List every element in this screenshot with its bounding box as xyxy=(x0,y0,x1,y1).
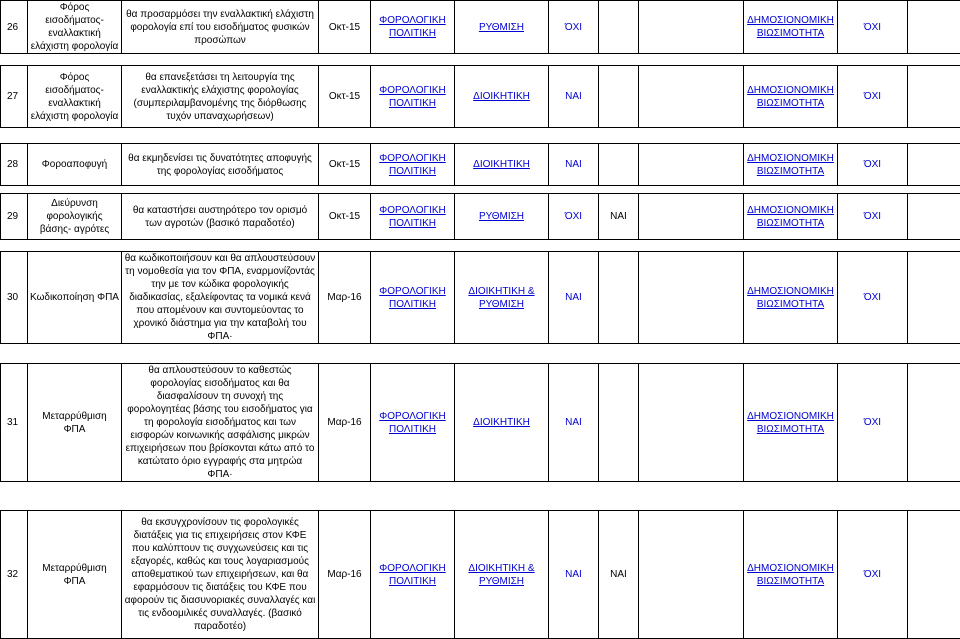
spacer-cell xyxy=(1,240,960,252)
row-number xyxy=(1,511,28,639)
description-cell-text: θα επανεξετάσει τη λειτουργία της εναλλακτικής ελάχιστης φορολογίας (συμπεριλαμβανομένης της διόρθωσης τυχόν υπαναχωρήσεων) xyxy=(134,72,307,122)
flag1-cell-text: ΌΧΙ xyxy=(565,211,582,222)
description-cell xyxy=(122,144,319,186)
flag2-cell-text: ΝΑΙ xyxy=(610,211,627,222)
type-cell-text[interactable]: ΔΙΟΙΚΗΤΙΚΗ xyxy=(473,417,530,428)
flag1-cell xyxy=(549,252,599,344)
flag1-cell-text: ΝΑΙ xyxy=(565,417,582,428)
spacer-cell xyxy=(1,128,960,144)
flag3-cell xyxy=(838,194,908,240)
topic-cell-text: Μεταρρύθμιση ΦΠΑ xyxy=(42,563,107,587)
date-cell xyxy=(319,252,371,344)
flag3-cell-text: ΌΧΙ xyxy=(864,417,881,428)
type-cell-text[interactable]: ΔΙΟΙΚΗΤΙΚΗ & ΡΥΘΜΙΣΗ xyxy=(468,286,534,310)
type-cell xyxy=(455,1,549,54)
date-cell xyxy=(319,66,371,128)
impact-link-text[interactable]: ΔΗΜΟΣΙΟΝΟΜΙΚΗ ΒΙΩΣΙΜΟΤΗΤΑ xyxy=(747,205,834,229)
impact-link-text[interactable]: ΔΗΜΟΣΙΟΝΟΜΙΚΗ ΒΙΩΣΙΜΟΤΗΤΑ xyxy=(747,563,834,587)
row-spacer xyxy=(1,128,960,144)
table-row xyxy=(1,364,960,482)
flag3-cell-text: ΌΧΙ xyxy=(864,159,881,170)
empty-cell xyxy=(639,364,744,482)
topic-cell xyxy=(28,1,122,54)
flag1-cell xyxy=(549,194,599,240)
date-cell-text: Μαρ-16 xyxy=(327,292,361,303)
flag3-cell xyxy=(838,66,908,128)
description-cell xyxy=(122,66,319,128)
date-cell xyxy=(319,511,371,639)
empty-cell xyxy=(908,194,960,240)
impact-link-text[interactable]: ΔΗΜΟΣΙΟΝΟΜΙΚΗ ΒΙΩΣΙΜΟΤΗΤΑ xyxy=(747,411,834,435)
empty-cell xyxy=(908,511,960,639)
flag2-cell-text: ΝΑΙ xyxy=(610,569,627,580)
area-link-text[interactable]: ΦΟΡΟΛΟΓΙΚΗ ΠΟΛΙΤΙΚΗ xyxy=(379,85,445,109)
area-link-text[interactable]: ΦΟΡΟΛΟΓΙΚΗ ΠΟΛΙΤΙΚΗ xyxy=(379,563,445,587)
flag3-cell xyxy=(838,144,908,186)
flag3-cell-text: ΌΧΙ xyxy=(864,22,881,33)
topic-cell xyxy=(28,194,122,240)
date-cell-text: Οκτ-15 xyxy=(329,159,360,170)
row-number-text: 26 xyxy=(7,22,18,33)
impact-link xyxy=(744,511,838,639)
empty-cell xyxy=(639,144,744,186)
topic-cell-text: Φόρος εισοδήματος- εναλλακτική ελάχιστη φορολογία xyxy=(31,2,119,52)
flag3-cell-text: ΌΧΙ xyxy=(864,292,881,303)
impact-link xyxy=(744,66,838,128)
table-row xyxy=(1,511,960,639)
empty-cell xyxy=(908,66,960,128)
date-cell xyxy=(319,144,371,186)
impact-link-text[interactable]: ΔΗΜΟΣΙΟΝΟΜΙΚΗ ΒΙΩΣΙΜΟΤΗΤΑ xyxy=(747,286,834,310)
date-cell-text: Οκτ-15 xyxy=(329,91,360,102)
flag1-cell-text: ΌΧΙ xyxy=(565,22,582,33)
type-cell-text[interactable]: ΔΙΟΙΚΗΤΙΚΗ xyxy=(473,159,530,170)
type-cell xyxy=(455,364,549,482)
row-number xyxy=(1,194,28,240)
flag2-cell xyxy=(599,252,639,344)
flag3-cell-text: ΌΧΙ xyxy=(864,211,881,222)
topic-cell-text: Διεύρυνση φορολογικής βάσης- αγρότες xyxy=(40,198,109,235)
empty-cell xyxy=(639,1,744,54)
flag1-cell xyxy=(549,144,599,186)
area-link xyxy=(371,511,455,639)
area-link xyxy=(371,1,455,54)
date-cell xyxy=(319,1,371,54)
flag1-cell-text: ΝΑΙ xyxy=(565,159,582,170)
table-body xyxy=(1,1,960,639)
area-link xyxy=(371,66,455,128)
row-spacer xyxy=(1,186,960,194)
flag1-cell xyxy=(549,1,599,54)
area-link-text[interactable]: ΦΟΡΟΛΟΓΙΚΗ ΠΟΛΙΤΙΚΗ xyxy=(379,411,445,435)
description-cell-text: θα εκσυγχρονίσουν τις φορολογικές διατάξεις για τις επιχειρήσεις στον ΚΦΕ που καλύπτουν τις συγχωνεύσεις και τις εξαγορές, καθώς και τους λογαριασμούς αποθεματικού των επιχειρήσεων, και θα εφαρμόσουν τις διατάξεις του ΚΦΕ που αφορούν τις διασυνοριακές συναλλαγές και τις ενδοομιλικές συναλλαγές. (βασικό παραδοτέο) xyxy=(125,517,316,632)
empty-cell xyxy=(908,364,960,482)
topic-cell xyxy=(28,252,122,344)
empty-cell xyxy=(639,511,744,639)
topic-cell-text: Κωδικοποίηση ΦΠΑ xyxy=(30,292,119,303)
row-number-text: 27 xyxy=(7,91,18,102)
flag2-cell xyxy=(599,144,639,186)
row-number-text: 31 xyxy=(7,417,18,428)
topic-cell xyxy=(28,511,122,639)
flag1-cell-text: ΝΑΙ xyxy=(565,569,582,580)
type-cell xyxy=(455,66,549,128)
empty-cell xyxy=(639,252,744,344)
area-link xyxy=(371,144,455,186)
area-link-text[interactable]: ΦΟΡΟΛΟΓΙΚΗ ΠΟΛΙΤΙΚΗ xyxy=(379,15,445,39)
date-cell xyxy=(319,194,371,240)
description-cell-text: θα εκμηδενίσει τις δυνατότητες αποφυγής της φορολογίας εισοδήματος xyxy=(128,153,312,177)
date-cell xyxy=(319,364,371,482)
empty-cell xyxy=(639,194,744,240)
row-spacer xyxy=(1,482,960,511)
description-cell xyxy=(122,1,319,54)
type-cell-text[interactable]: ΔΙΟΙΚΗΤΙΚΗ xyxy=(473,91,530,102)
description-cell-text: θα κωδικοποιήσουν και θα απλουστεύσουν τη νομοθεσία για τον ΦΠΑ, εναρμονίζοντάς την με τον κώδικα φορολογικής διαδικασίας, εξαλείφοντας τα νομικά κενά που απομένουν και συντομεύοντας το χρονικό διάστημα για την καταβολή του ΦΠΑ· xyxy=(125,253,316,342)
flag3-cell-text: ΌΧΙ xyxy=(864,569,881,580)
empty-cell xyxy=(908,144,960,186)
spacer-cell xyxy=(1,54,960,66)
flag3-cell-text: ΌΧΙ xyxy=(864,91,881,102)
type-cell xyxy=(455,194,549,240)
empty-cell xyxy=(908,252,960,344)
row-number xyxy=(1,364,28,482)
spacer-cell xyxy=(1,482,960,511)
flag3-cell xyxy=(838,511,908,639)
type-cell xyxy=(455,511,549,639)
impact-link-text[interactable]: ΔΗΜΟΣΙΟΝΟΜΙΚΗ ΒΙΩΣΙΜΟΤΗΤΑ xyxy=(747,85,834,109)
empty-cell xyxy=(639,66,744,128)
row-number xyxy=(1,1,28,54)
row-number-text: 28 xyxy=(7,159,18,170)
table-row xyxy=(1,144,960,186)
description-cell xyxy=(122,511,319,639)
description-cell xyxy=(122,364,319,482)
flag2-cell xyxy=(599,511,639,639)
empty-cell xyxy=(908,1,960,54)
flag2-cell xyxy=(599,194,639,240)
row-number xyxy=(1,252,28,344)
flag1-cell xyxy=(549,66,599,128)
impact-link-text[interactable]: ΔΗΜΟΣΙΟΝΟΜΙΚΗ ΒΙΩΣΙΜΟΤΗΤΑ xyxy=(747,153,834,177)
table-row xyxy=(1,194,960,240)
spacer-cell xyxy=(1,344,960,364)
row-spacer xyxy=(1,344,960,364)
flag1-cell xyxy=(549,364,599,482)
impact-link xyxy=(744,364,838,482)
flag1-cell xyxy=(549,511,599,639)
topic-cell-text: Φοροαποφυγή xyxy=(42,159,107,170)
table-row xyxy=(1,1,960,54)
type-cell-text[interactable]: ΡΥΘΜΙΣΗ xyxy=(479,211,524,222)
impact-link xyxy=(744,144,838,186)
date-cell-text: Μαρ-16 xyxy=(327,569,361,580)
flag3-cell xyxy=(838,364,908,482)
type-cell-text[interactable]: ΔΙΟΙΚΗΤΙΚΗ & ΡΥΘΜΙΣΗ xyxy=(468,563,534,587)
type-cell-text[interactable]: ΡΥΘΜΙΣΗ xyxy=(479,22,524,33)
date-cell-text: Οκτ-15 xyxy=(329,22,360,33)
row-spacer xyxy=(1,240,960,252)
topic-cell-text: Μεταρρύθμιση ΦΠΑ xyxy=(42,411,107,435)
area-link-text[interactable]: ΦΟΡΟΛΟΓΙΚΗ ΠΟΛΙΤΙΚΗ xyxy=(379,153,445,177)
description-cell-text: θα απλουστεύσουν το καθεστώς φορολογίας εισοδήματος και θα διασφαλίσουν τη συνοχή της φορολογητέας βάσης του εισοδήματος για τη φορολογία εισοδήματος και των εισφορών κοινωνικής ασφάλισης μικρών επιχειρήσεων που βρίσκονται κάτω από το κατώτατο όριο εγγραφής στα μητρώα ΦΠΑ· xyxy=(126,365,315,480)
flag2-cell xyxy=(599,364,639,482)
type-cell xyxy=(455,144,549,186)
row-number-text: 32 xyxy=(7,569,18,580)
description-cell xyxy=(122,194,319,240)
impact-link-text[interactable]: ΔΗΜΟΣΙΟΝΟΜΙΚΗ ΒΙΩΣΙΜΟΤΗΤΑ xyxy=(747,15,834,39)
row-number-text: 30 xyxy=(7,292,18,303)
table-row xyxy=(1,66,960,128)
impact-link xyxy=(744,1,838,54)
topic-cell xyxy=(28,144,122,186)
flag2-cell xyxy=(599,1,639,54)
flag1-cell-text: ΝΑΙ xyxy=(565,91,582,102)
description-cell-text: θα καταστήσει αυστηρότερο τον ορισμό των αγροτών (βασικό παραδοτέο) xyxy=(133,205,307,229)
flag2-cell xyxy=(599,66,639,128)
impact-link xyxy=(744,194,838,240)
description-cell-text: θα προσαρμόσει την εναλλακτική ελάχιστη φορολογία επί του εισοδήματος φυσικών προσώπων xyxy=(126,9,314,46)
row-number xyxy=(1,66,28,128)
impact-link xyxy=(744,252,838,344)
area-link-text[interactable]: ΦΟΡΟΛΟΓΙΚΗ ΠΟΛΙΤΙΚΗ xyxy=(379,205,445,229)
spacer-cell xyxy=(1,186,960,194)
topic-cell xyxy=(28,66,122,128)
date-cell-text: Οκτ-15 xyxy=(329,211,360,222)
type-cell xyxy=(455,252,549,344)
flag1-cell-text: ΝΑΙ xyxy=(565,292,582,303)
topic-cell xyxy=(28,364,122,482)
row-number-text: 29 xyxy=(7,211,18,222)
flag3-cell xyxy=(838,252,908,344)
topic-cell-text: Φόρος εισοδήματος- εναλλακτική ελάχιστη φορολογία xyxy=(31,72,119,122)
description-cell xyxy=(122,252,319,344)
area-link-text[interactable]: ΦΟΡΟΛΟΓΙΚΗ ΠΟΛΙΤΙΚΗ xyxy=(379,286,445,310)
date-cell-text: Μαρ-16 xyxy=(327,417,361,428)
row-spacer xyxy=(1,54,960,66)
area-link xyxy=(371,194,455,240)
table-row xyxy=(1,252,960,344)
area-link xyxy=(371,364,455,482)
flag3-cell xyxy=(838,1,908,54)
area-link xyxy=(371,252,455,344)
row-number xyxy=(1,144,28,186)
